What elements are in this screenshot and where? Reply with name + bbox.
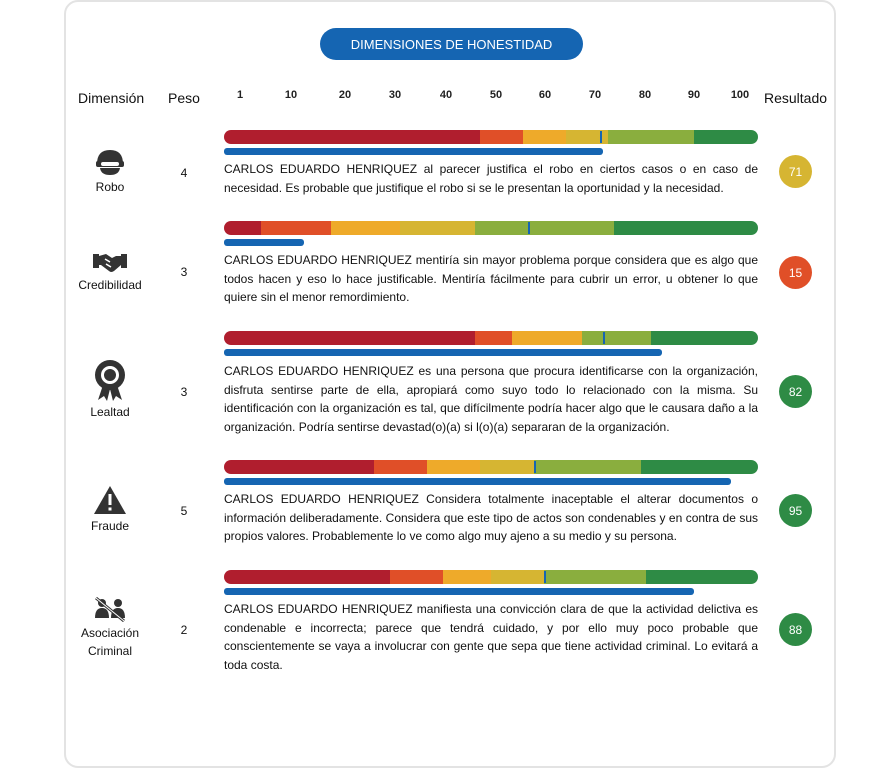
dimension-description: CARLOS EDUARDO HENRIQUEZ mentiría sin mayor problema porque considera que es algo que todos hacen y eso lo hace justificable. Mentiría fácilmente para cubrir un error, u obtener lo que quiere sin el menor remordimiento. <box>224 253 758 304</box>
scale-segment <box>544 570 646 584</box>
scale-segment <box>641 460 758 474</box>
scale-segment <box>523 130 566 144</box>
color-scale-bar <box>224 130 758 144</box>
reference-marker <box>544 571 546 583</box>
handshake-icon <box>92 250 128 279</box>
dimension-label: Credibilidad <box>78 278 142 292</box>
score-bar <box>224 349 662 356</box>
scale-segment <box>224 331 475 345</box>
scale-tick-label: 60 <box>538 89 552 101</box>
scale-tick-label: 80 <box>638 89 652 101</box>
scale-segment <box>261 221 331 235</box>
scale-segment <box>566 130 609 144</box>
scale-segment <box>480 460 534 474</box>
color-scale-bar <box>224 460 758 474</box>
reference-marker <box>528 222 530 234</box>
section-title: DIMENSIONES DE HONESTIDAD <box>320 28 583 60</box>
reference-marker <box>603 332 605 344</box>
scale-tick-label: 20 <box>338 89 352 101</box>
score-bar <box>224 588 694 595</box>
scale-segment <box>475 331 513 345</box>
color-scale-bar <box>224 331 758 345</box>
peso-value: 5 <box>180 504 188 518</box>
color-scale-bar <box>224 570 758 584</box>
result-badge: 71 <box>779 155 812 188</box>
scale-tick-label: 70 <box>588 89 602 101</box>
no-group-icon <box>93 596 127 627</box>
scale-segment <box>443 570 492 584</box>
scale-segment <box>646 570 758 584</box>
header-peso: Peso <box>168 90 200 106</box>
scale-segment <box>512 331 582 345</box>
scale-segment <box>480 130 523 144</box>
scale-segment <box>582 331 652 345</box>
warning-icon <box>93 485 127 520</box>
scale-segment <box>224 570 390 584</box>
scale-segment <box>374 460 428 474</box>
scale-tick-label: 10 <box>284 89 298 101</box>
dimension-label: Lealtad <box>90 405 130 419</box>
result-badge: 82 <box>779 375 812 408</box>
burglar-icon <box>93 148 127 181</box>
scale-tick-label: 40 <box>439 89 453 101</box>
peso-value: 3 <box>180 385 188 399</box>
scale-segment <box>614 221 758 235</box>
scale-tick-label: 1 <box>236 89 244 101</box>
header-dimension: Dimensión <box>78 90 145 106</box>
peso-value: 3 <box>180 265 188 279</box>
dimension-label: Robo <box>95 180 125 194</box>
scale-tick-label: 90 <box>687 89 701 101</box>
scale-tick-label: 30 <box>388 89 402 101</box>
scale-segment <box>651 331 758 345</box>
scale-tick-label: 100 <box>730 89 750 101</box>
result-badge: 88 <box>779 613 812 646</box>
scale-segment <box>534 460 641 474</box>
scale-segment <box>694 130 758 144</box>
dimension-description: CARLOS EDUARDO HENRIQUEZ manifiesta una convicción clara de que la actividad delictiva es condenable e incorrecta; parece que tendrá cuidado, y por ello muy poco probable que conscientemente se vaya a involucrar con gente que sepa que tiene actividad criminal. Lo evitará a toda costa. <box>224 602 758 672</box>
score-bar <box>224 148 603 155</box>
dimension-label: Asociación Criminal <box>80 626 140 658</box>
peso-value: 4 <box>180 166 188 180</box>
scale-segment <box>491 570 545 584</box>
dimension-description: CARLOS EDUARDO HENRIQUEZ Considera totalmente inaceptable el alterar documentos o información deliberadamente. Considera que este tipo de actos son condenables y en contra de sus propios valores. Probablemente lo ve como algo muy ajeno a su medio y su persona. <box>224 492 758 543</box>
dimension-description: CARLOS EDUARDO HENRIQUEZ al parecer justifica el robo en ciertos casos o en caso de necesidad. Es probable que justifique el robo si se le presentan la oportunidad y la necesidad. <box>224 162 758 195</box>
scale-segment <box>608 130 694 144</box>
color-scale-bar <box>224 221 758 235</box>
scale-segment <box>427 460 481 474</box>
result-badge: 15 <box>779 256 812 289</box>
scale-segment <box>475 221 614 235</box>
scale-segment <box>224 221 262 235</box>
scale-segment <box>331 221 401 235</box>
scale-segment <box>224 130 481 144</box>
header-resultado: Resultado <box>764 90 828 106</box>
scale-tick-label: 50 <box>489 89 503 101</box>
dimension-label: Fraude <box>90 519 130 533</box>
score-bar <box>224 478 731 485</box>
scale-segment <box>400 221 475 235</box>
score-bar <box>224 239 304 246</box>
scale-segment <box>224 460 374 474</box>
reference-marker <box>600 131 602 143</box>
award-seal-icon <box>93 359 127 406</box>
dimension-description: CARLOS EDUARDO HENRIQUEZ es una persona que procura identificarse con la organización, disfruta sentirse parte de ella, apropiará como suyo todo lo relacionado con la misma. Su identificación con la organización es tal, que difícilmente podría hacer algo que le causara daño a la organización. Podría sentirse devastad(o)(a) si l(o)(a) separaran de la organización. <box>224 364 758 434</box>
reference-marker <box>534 461 536 473</box>
scale-segment <box>390 570 444 584</box>
peso-value: 2 <box>180 623 188 637</box>
result-badge: 95 <box>779 494 812 527</box>
